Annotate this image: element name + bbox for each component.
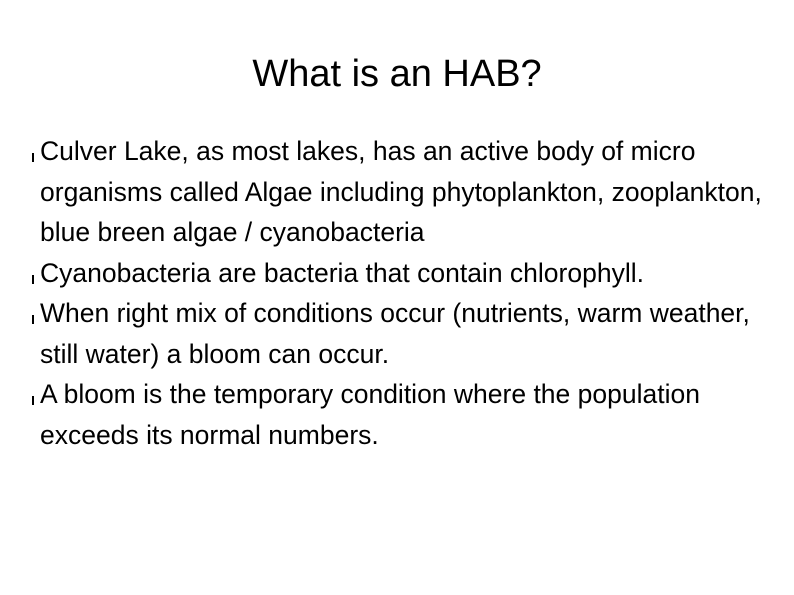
bullet-item-algae (40, 131, 780, 253)
bullet-text: A bloom is the temporary condition where the population exceeds its normal numbers. (40, 379, 700, 450)
bullet-text: When right mix of conditions occur (nutrients, warm weather, still water) a bloom can occur. (40, 298, 750, 369)
bullet-item-bloom (40, 374, 780, 455)
bullet-marker-icon (32, 153, 34, 162)
bullet-text: Cyanobacteria are bacteria that contain chlorophyll. (40, 257, 644, 288)
bullet-item-conditions (40, 293, 780, 374)
bullet-marker-icon (32, 396, 34, 405)
bullet-marker-icon (32, 315, 34, 324)
slide-title: What is an HAB? (252, 53, 542, 95)
bullet-list (40, 131, 780, 455)
bullet-marker-icon (32, 275, 34, 284)
bullet-text: Culver Lake, as most lakes, has an active body of micro organisms called Algae including phytoplankton, zooplankton, blue breen algae / cyanobacteria (40, 136, 762, 247)
bullet-item-cyanobacteria (40, 253, 780, 294)
